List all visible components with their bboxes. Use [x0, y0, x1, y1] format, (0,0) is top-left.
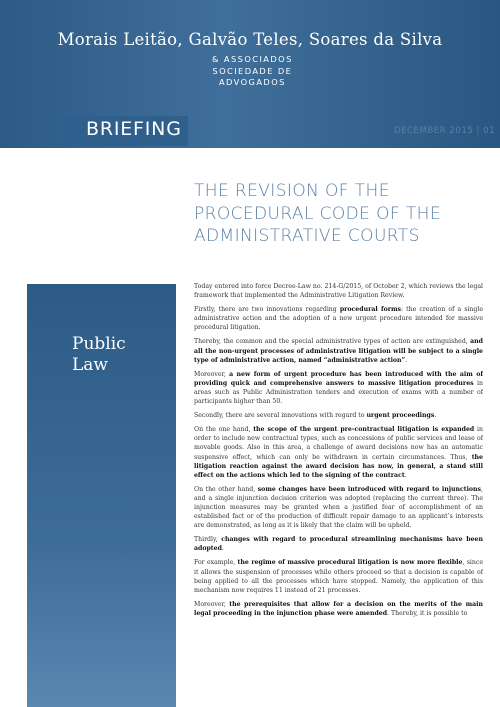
paragraph-3: Thereby, the common and the special administrative types of action are extinguished, and all the non-urgent processes of administrative litigation will be subject to a single type of administrative action, named “administrative action”. [194, 338, 483, 364]
practice-area-label [72, 334, 126, 376]
associates-line-2: SOCIEDADE DE [212, 65, 293, 76]
paragraph-4: Moreover, a new form of urgent procedure has been introduced with the aim of providing quick and comprehensive answers to massive litigation procedures in areas such as Public Administration tenders and execution of exams with a number of participants higher than 50. [194, 370, 483, 406]
paragraph-1: Today entered into force Decree-Law no. 214-G/2015, of October 2, which reviews the legal framework that implemented the Administrative Litigation Review. [194, 283, 483, 300]
issue-date: DECEMBER 2015 [394, 126, 474, 136]
associates-line-3: ADVOGADOS [218, 77, 286, 87]
paragraph-6: On the one hand, the scope of the urgent pre-contractual litigation is expanded in order to include new contractual types, such as concessions of public services and lease of movable goods. Also in this area, a challenge of award decisions now has an automatic suspensive effect, which can only be withdrawn in certain circumstances. Thus, the litigation reaction against the award decision has now, in general, a stand still effect on the actions which led to the signing of the contract. [194, 426, 483, 479]
briefing-label: BRIEFING [86, 118, 182, 140]
firm-associates-block [212, 54, 293, 89]
paragraph-10: Moreover, the prerequisites that allow for a decision on the merits of the main legal proceeding in the injunction phase were amended. Thereby, it is possible to [194, 600, 483, 617]
title-line-2: PROCEDURAL CODE OF THE [194, 203, 441, 224]
paragraph-2: Firstly, there are two innovations regarding procedural forms: the creation of a single administrative action and the adoption of a new urgent procedure intended for massive procedural litigation. [194, 306, 483, 332]
paragraph-9: For example, the regime of massive procedural litigation is now more flexible, since it allows the suspension of processes while others proceed so that a decision is capable of being applied to all the processes which have stopped. Namely, the application of this mechanism now requires 11 instead of 21 processes. [194, 559, 483, 594]
practice-area-line-2: Law [72, 355, 108, 375]
associates-line-1: & ASSOCIADOS [212, 54, 293, 64]
article-body [194, 282, 483, 702]
paragraph-7: On the other hand, some changes have been introduced with regard to injunctions, and a single injunction decision criterion was adopted (replacing the current three). The injunction measures may be granted when a justified fear of accomplishment of an established fact or of the production of difficult repair damage to an applicant’s interests are demonstrated, as long as it is likely that the claim will be upheld. [194, 485, 483, 530]
title-line-1: THE REVISION OF THE [194, 181, 390, 201]
title-line-3: ADMINISTRATIVE COURTS [194, 226, 420, 246]
issue-date-line [394, 126, 495, 136]
paragraph-8: Thirdly, changes with regard to procedural streamlining mechanisms have been adopted. [194, 536, 483, 553]
page-title [194, 180, 484, 248]
paragraph-5: Secondly, there are several innovations with regard to urgent proceedings. [194, 412, 437, 420]
issue-number: 01 [483, 126, 496, 136]
separator: | [476, 126, 484, 136]
practice-area-line-1: Public [72, 334, 126, 354]
firm-name: Morais Leitão, Galvão Teles, Soares da Silva [57, 30, 443, 49]
